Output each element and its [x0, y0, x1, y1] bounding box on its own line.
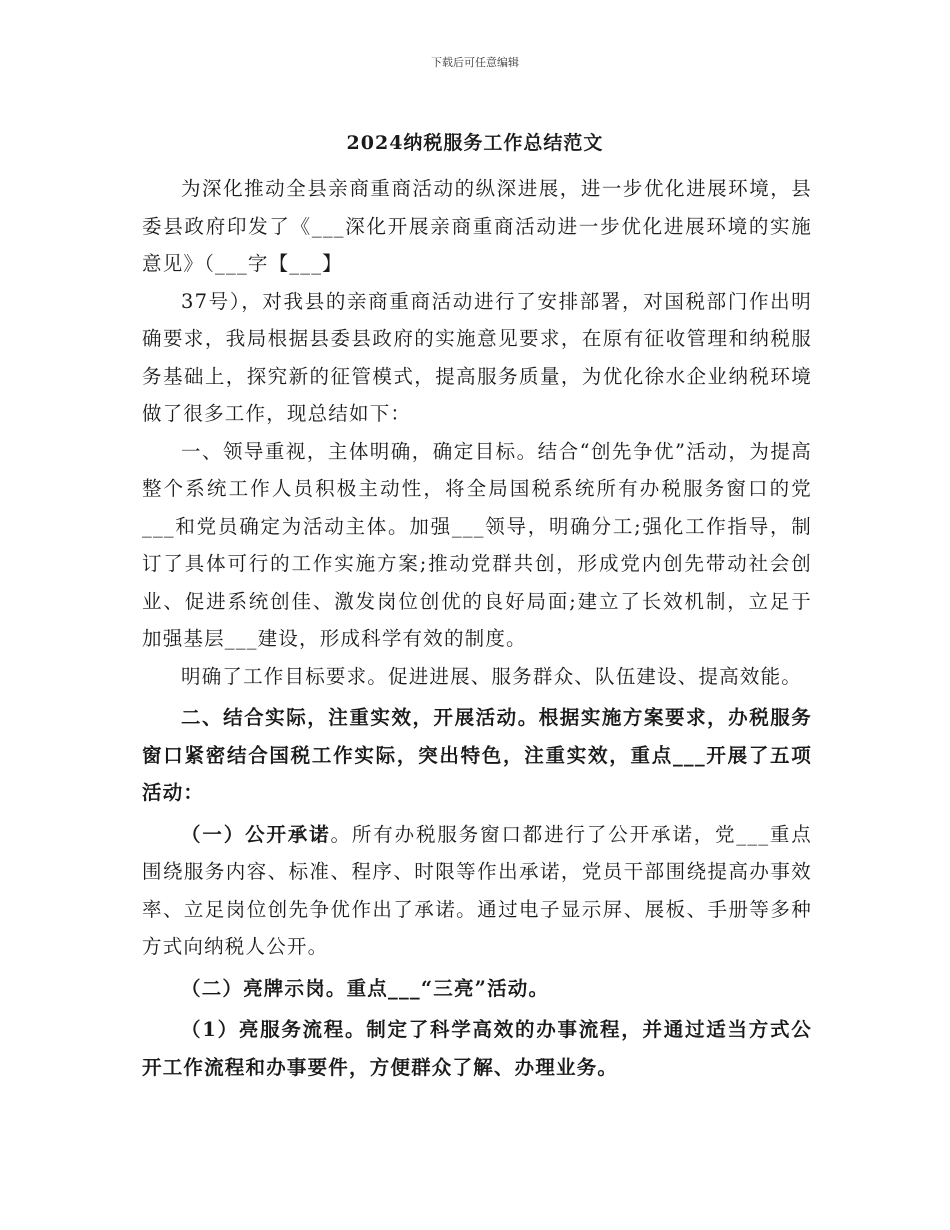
paragraph-section-two: 二、结合实际，注重实效，开展活动。根据实施方案要求，办税服务窗口紧密结合国税工作实际，突出特色，注重实效，重点___开展了五项活动：	[142, 706, 812, 804]
public-commitment-text: 。所有办税服务窗口都进行了公开承诺，党___重点围绕服务内容、标准、程序、时限等作出承诺，党员干部围绕提高办事效率、立足岗位创先争优作出了承诺。通过电子显示屏、展板、手册等多种方式向纳税人公开。	[142, 822, 812, 958]
paragraph-intro-cont: 37号），对我县的亲商重商活动进行了安排部署，对国税部门作出明确要求，我局根据县委县政府的实施意见要求，在原有征收管理和纳税服务基础上，探究新的征管模式，提高服务质量，为优化徐水企业纳税环境做了很多工作，现总结如下：	[142, 289, 812, 425]
paragraph-public-commitment	[142, 816, 812, 966]
paragraph-section-one: 一、领导重视，主体明确，确定目标。结合“创先争优”活动，为提高整个系统工作人员积极主动性，将全局国税系统所有办税服务窗口的党___和党员确定为活动主体。加强___领导，明确分工;强化工作指导，制订了具体可行的工作实施方案;推动党群共创，形成党内创先带动社会创业、促进系统创佳、激发岗位创优的良好局面;建立了长效机制，立足于加强基层___建设，形成科学有效的制度。	[142, 439, 812, 650]
paragraph-show-posts: （二）亮牌示岗。重点___“三亮”活动。	[181, 976, 550, 1000]
paragraph-intro: 为深化推动全县亲商重商活动的纵深进展，进一步优化进展环境，县委县政府印发了《___深化开展亲商重商活动进一步优化进展环境的实施意见》（___字【___】	[142, 177, 812, 275]
page-header-note: 下载后可任意编辑	[431, 56, 519, 69]
subheading-public-commitment: （一）公开承诺	[181, 822, 331, 846]
paragraph-service-process: （1）亮服务流程。制定了科学高效的办事流程，并通过适当方式公开工作流程和办事要件，方便群众了解、办理业务。	[142, 1018, 812, 1079]
paragraph-goals: 明确了工作目标要求。促进进展、服务群众、队伍建设、提高效能。	[181, 664, 803, 688]
document-body	[142, 170, 812, 1086]
document-title: 2024纳税服务工作总结范文	[346, 132, 604, 154]
